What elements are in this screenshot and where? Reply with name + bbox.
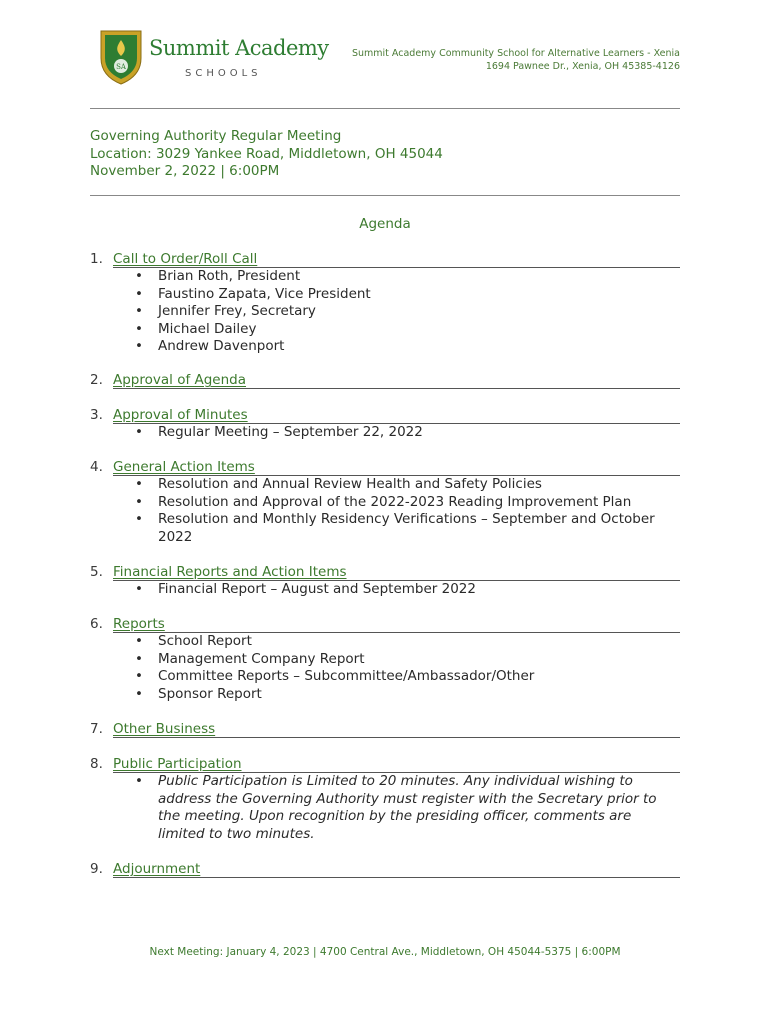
footer-next-meeting: Next Meeting: January 4, 2023 | 4700 Central Ave., Middletown, OH 45044-5375 | 6:00PM (149, 946, 621, 958)
list-item: • Resolution and Monthly Residency Verifications – September and October 2022 (90, 511, 680, 546)
agenda-heading: Agenda (359, 216, 411, 232)
meeting-datetime: November 2, 2022 | 6:00PM (90, 163, 280, 179)
agenda-section-3 (90, 407, 680, 442)
school-address: 1694 Pawnee Dr., Xenia, OH 45385-4126 (485, 61, 680, 72)
section-number: 8. (90, 756, 103, 772)
list-item: • Resolution and Annual Review Health and Safety Policies (90, 476, 680, 494)
section-number: 6. (90, 616, 103, 632)
header-divider (90, 108, 680, 109)
shield-crest-icon (99, 28, 143, 86)
section-number: 1. (90, 251, 103, 267)
logo-subtitle: SCHOOLS (185, 68, 262, 79)
list-item: • Faustino Zapata, Vice President (90, 286, 680, 304)
list-item: • Michael Dailey (90, 321, 680, 339)
school-info (352, 47, 680, 73)
list-item: • Andrew Davenport (90, 338, 680, 356)
list-item: • Regular Meeting – September 22, 2022 (90, 424, 680, 442)
school-name: Summit Academy Community School for Alternative Learners - Xenia (351, 48, 680, 59)
svg-text:SA: SA (116, 63, 126, 71)
list-item: • Committee Reports – Subcommittee/Ambassador/Other (90, 668, 680, 686)
section-number: 7. (90, 721, 103, 737)
section-number: 5. (90, 564, 103, 580)
list-item: • Brian Roth, President (90, 268, 680, 286)
list-item: • Management Company Report (90, 651, 680, 669)
agenda-section-2 (90, 372, 680, 389)
section-title: Other Business (113, 721, 680, 738)
section-title: Call to Order/Roll Call (113, 251, 680, 268)
section-title: Approval of Minutes (113, 407, 680, 424)
agenda-section-1 (90, 251, 680, 356)
list-item: • Sponsor Report (90, 686, 680, 704)
section-number: 4. (90, 459, 103, 475)
list-item: • Resolution and Approval of the 2022-2023 Reading Improvement Plan (90, 494, 680, 512)
meeting-info (90, 128, 443, 181)
agenda-section-9 (90, 861, 680, 878)
list-item: • Public Participation is Limited to 20 minutes. Any individual wishing to address the Governing Authority must register with the Secretary prior to the meeting. Upon recognition by the presiding officer, comments are limited to two minutes. (90, 773, 680, 843)
agenda-section-4 (90, 459, 680, 546)
list-item: • Jennifer Frey, Secretary (90, 303, 680, 321)
agenda-section-5 (90, 564, 680, 599)
meeting-title: Governing Authority Regular Meeting (90, 128, 342, 144)
section-number: 2. (90, 372, 103, 388)
section-title: General Action Items (113, 459, 680, 476)
agenda-section-6 (90, 616, 680, 703)
section-number: 9. (90, 861, 103, 877)
section-number: 3. (90, 407, 103, 423)
section-title: Adjournment (113, 861, 680, 878)
meeting-location: Location: 3029 Yankee Road, Middletown, OH 45044 (90, 145, 443, 162)
section-title: Reports (113, 616, 680, 633)
logo-name: Summit Academy (149, 36, 329, 60)
section-title: Financial Reports and Action Items (113, 564, 680, 581)
meeting-divider (90, 195, 680, 196)
list-item: • School Report (90, 633, 680, 651)
section-title: Public Participation (113, 756, 680, 773)
section-title: Approval of Agenda (113, 372, 680, 389)
summit-academy-logo (99, 28, 329, 88)
list-item: • Financial Report – August and September 2022 (90, 581, 680, 599)
agenda-section-8 (90, 756, 680, 843)
agenda-section-7 (90, 721, 680, 738)
